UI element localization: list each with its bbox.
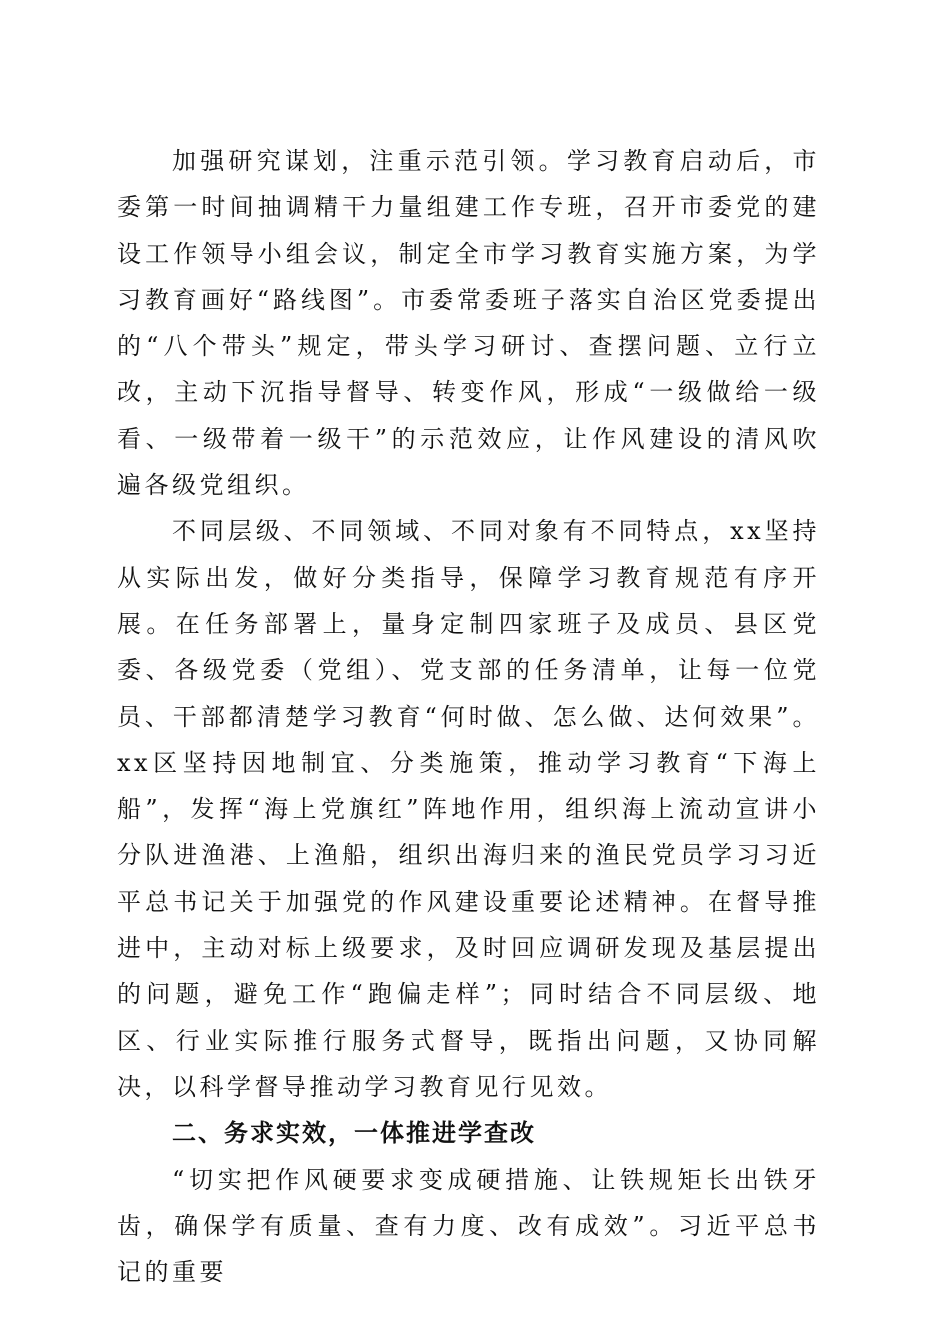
paragraph-classified-guidance: 不同层级、不同领域、不同对象有不同特点，xx坚持从实际出发，做好分类指导，保障学习教育规范有序开展。在任务部署上，量身定制四家班子及成员、县区党委、各级党委（党组）、党支部的任务清单，让每一位党员、干部都清楚学习教育“何时做、怎么做、达何效果”。xx区坚持因地制宜、分类施策，推动学习教育“下海上船”，发挥“海上党旗红”阵地作用，组织海上流动宣讲小分队进渔港、上渔船，组织出海归来的渔民党员学习习近平总书记关于加强党的作风建设重要论述精神。在督导推进中，主动对标上级要求，及时回应调研发现及基层提出的问题，避免工作“跑偏走样”；同时结合不同层级、地区、行业实际推行服务式督导，既指出问题，又协同解决，以科学督导推动学习教育见行见效。 [117,517,820,1101]
paragraph-leadership: 加强研究谋划，注重示范引领。学习教育启动后，市委第一时间抽调精干力量组建工作专班，召开市委党的建设工作领导小组会议，制定全市学习教育实施方案，为学习教育画好“路线图”。市委常委班子落实自治区党委提出的“八个带头”规定，带头学习研讨、查摆问题、立行立改，主动下沉指导督导、转变作风，形成“一级做给一级看、一级带着一级干”的示范效应，让作风建设的清风吹遍各级党组织。 [117,147,820,500]
section-heading: 二、务求实效，一体推进学查改 [172,1119,536,1148]
paragraph-closing: “切实把作风硬要求变成硬措施、让铁规矩长出铁牙齿，确保学有质量、查有力度、改有成效”。习近平总书记的重要 [117,1165,820,1287]
document-body [117,138,820,1295]
